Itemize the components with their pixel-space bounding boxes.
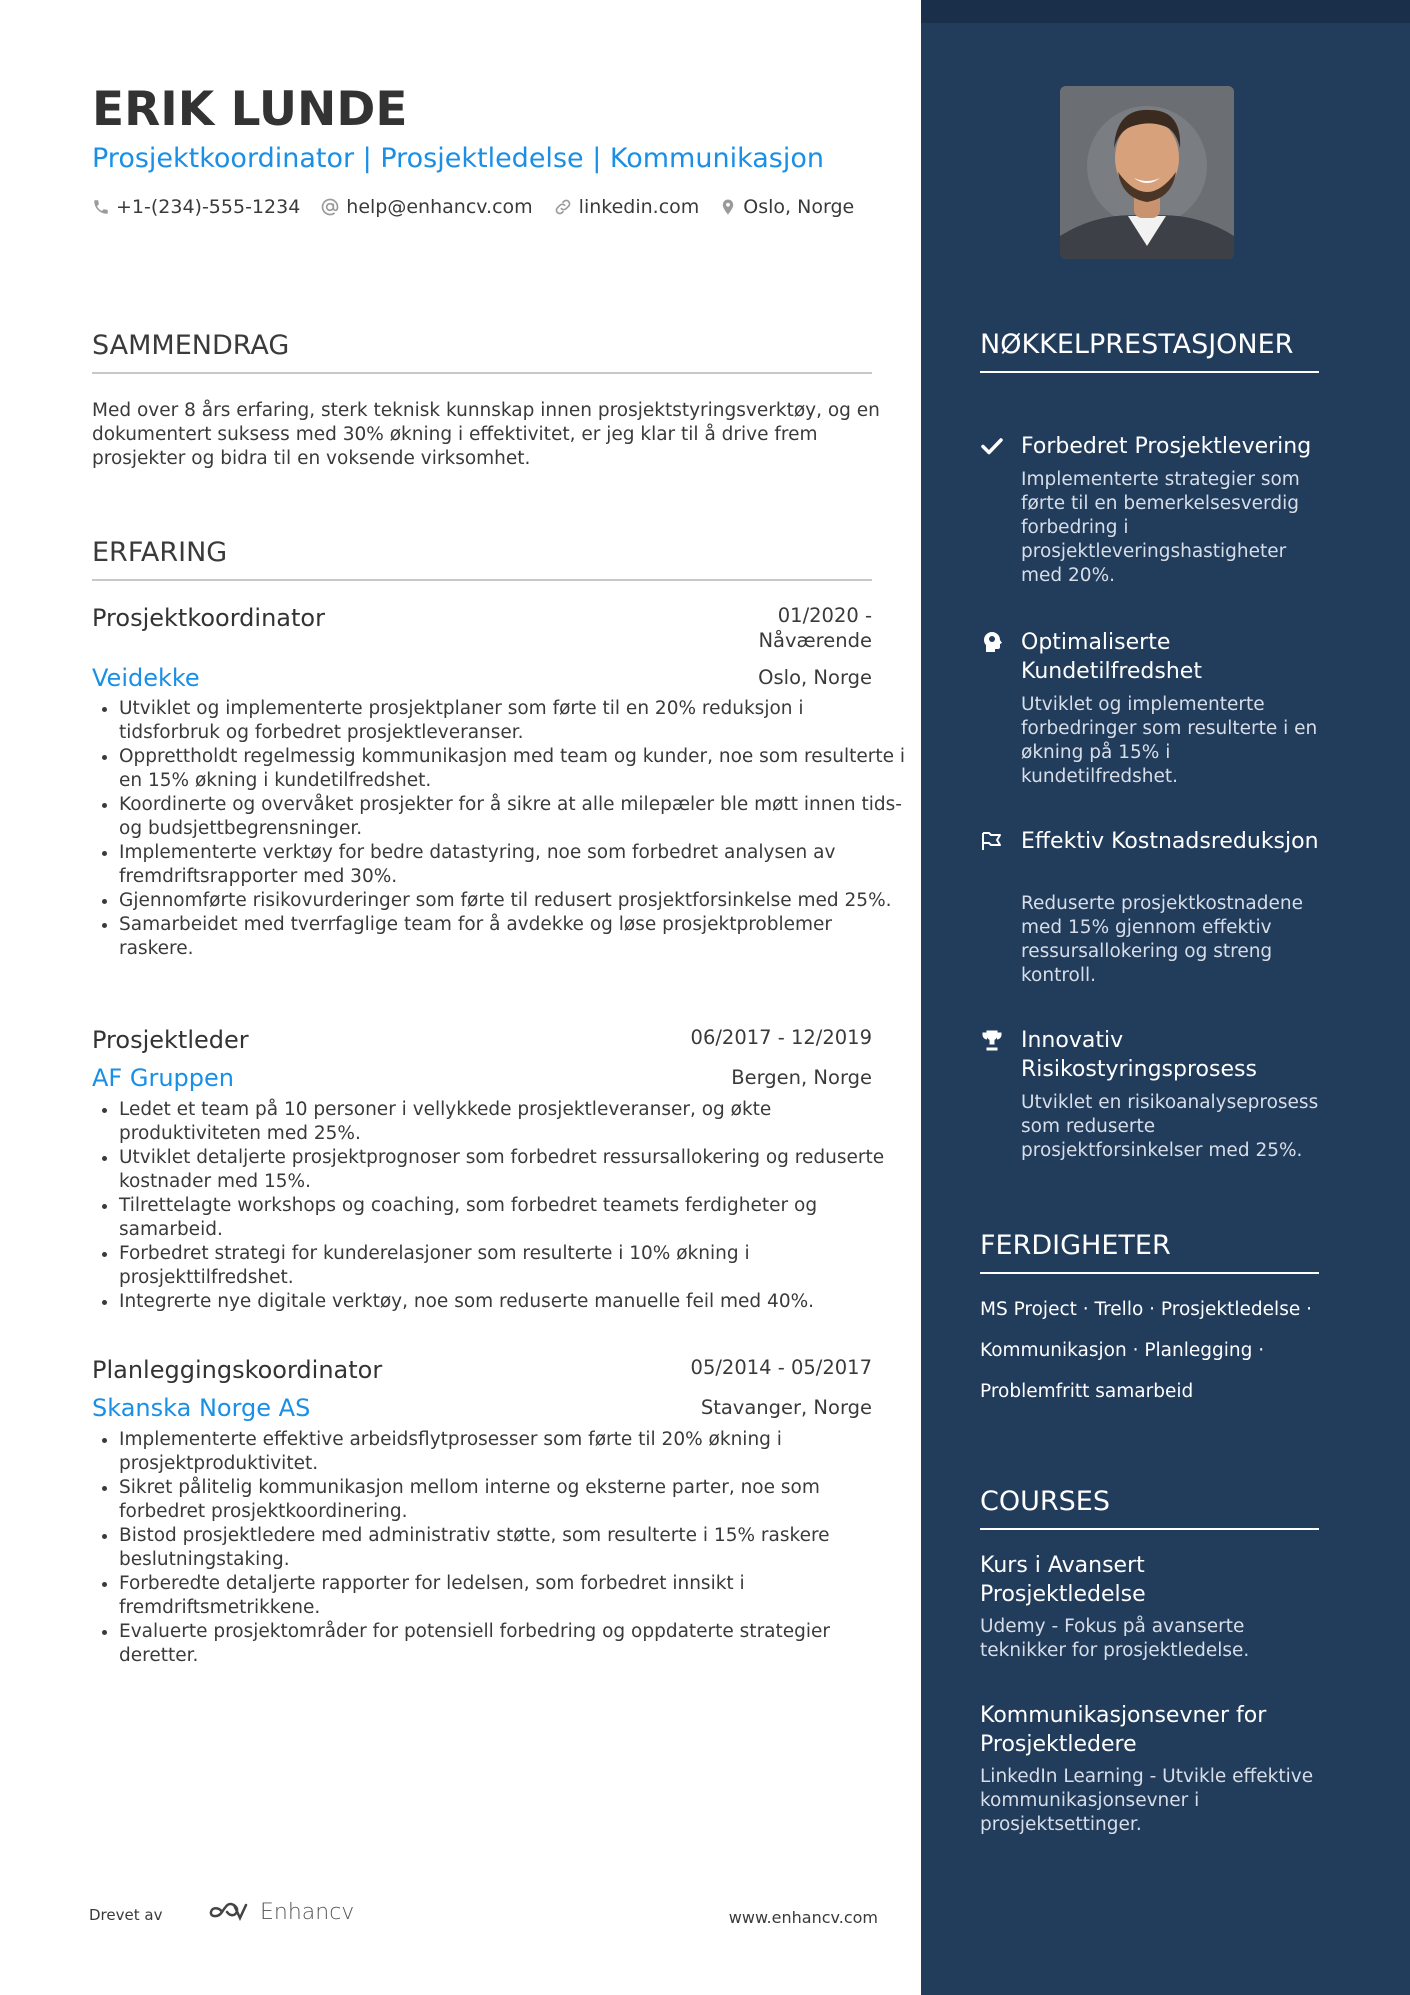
- list-item: • Samarbeidet med tverrfaglige team for å avdekke og løse prosjektproblemer raskere.: [119, 913, 909, 961]
- skills-line: Kommunikasjon · Planlegging ·: [980, 1340, 1265, 1361]
- job-date: 06/2017 - 12/2019: [690, 1026, 872, 1049]
- job-date: 05/2014 - 05/2017: [690, 1356, 872, 1379]
- list-item: • Gjennomførte risikovurderinger som førte til redusert prosjektforsinkelse med 25%.: [119, 889, 909, 913]
- skills-line: Problemfritt samarbeid: [980, 1381, 1194, 1402]
- sidebar: [921, 0, 1410, 1995]
- list-item: • Opprettholdt regelmessig kommunikasjon med team og kunder, noe som resulterte i en 15% økning i kundetilfredshet.: [119, 745, 909, 793]
- contact-bar: [92, 196, 874, 218]
- skills-list: [980, 1289, 1320, 1412]
- list-item: • Tilrettelagte workshops og coaching, som forbedret teamets ferdigheter og samarbeid.: [119, 1194, 909, 1242]
- list-item: • Forberedte detaljerte rapporter for ledelsen, som forbedret innsikt i fremdriftsmetrikkene.: [119, 1572, 909, 1620]
- course-title: Kurs i Avansert Prosjektledelse: [980, 1553, 1146, 1607]
- list-item: • Implementerte effektive arbeidsflytprosesser som førte til 20% økning i prosjektproduktivitet.: [119, 1428, 909, 1476]
- list-item: • Forbedret strategi for kunderelasjoner som resulterte i 10% økning i prosjekttilfredshet.: [119, 1242, 909, 1290]
- job-location: Oslo, Norge: [758, 666, 872, 689]
- achievement-description: Utviklet og implementerte forbedringer som resulterte i en økning på 15% i kundetilfredshet.: [1021, 694, 1318, 787]
- job-bullets: [92, 697, 909, 961]
- job-company: AF Gruppen: [92, 1064, 234, 1092]
- location-icon: [719, 197, 737, 217]
- job-location: Stavanger, Norge: [700, 1396, 872, 1419]
- powered-by-label: Drevet av: [89, 1906, 163, 1924]
- job-title: Planleggingskoordinator: [92, 1356, 383, 1384]
- list-item: • Integrerte nye digitale verktøy, noe som reduserte manuelle feil med 40%.: [119, 1290, 909, 1314]
- contact-linkedin-text: linkedin.com: [578, 196, 700, 218]
- list-item: • Evaluerte prosjektområder for potensiell forbedring og oppdaterte strategier deretter.: [119, 1620, 909, 1668]
- summary-text: Med over 8 års erfaring, sterk teknisk kunnskap innen prosjektstyringsverktøy, og en dokumentert suksess med 30% økning i effektivitet, er jeg klar til å drive frem prosjekter og bidra til en voksende virksomhet.: [92, 400, 880, 469]
- list-item: • Utviklet og implementerte prosjektplaner som førte til en 20% reduksjon i tidsforbruk og forbedret prosjektleveranser.: [119, 697, 909, 745]
- footer-url[interactable]: www.enhancv.com: [728, 1908, 878, 1927]
- list-item: • Koordinerte og overvåket prosjekter for å sikre at alle milepæler ble møtt innen tids- og budsjettbegrensninger.: [119, 793, 909, 841]
- courses-heading: COURSES: [980, 1484, 1319, 1530]
- achievement-title: Effektiv Kostnadsreduksjon: [1021, 829, 1319, 854]
- job-date: 01/2020 - Nåværende: [758, 604, 872, 652]
- skills-heading: FERDIGHETER: [980, 1228, 1319, 1274]
- course-title: Kommunikasjonsevner for Prosjektledere: [980, 1703, 1267, 1757]
- contact-email-text: help@enhancv.com: [346, 196, 533, 218]
- link-icon: [553, 197, 573, 217]
- list-item: • Ledet et team på 10 personer i vellykkede prosjektleveranser, og økte produktiviteten med 25%.: [119, 1098, 909, 1146]
- contact-phone[interactable]: [92, 196, 300, 218]
- contact-location: [719, 196, 854, 218]
- course-description: Udemy - Fokus på avanserte teknikker for prosjektledelse.: [980, 1616, 1250, 1661]
- checkmark-icon: [980, 434, 1004, 458]
- job-company: Veidekke: [92, 664, 200, 692]
- candidate-name: ERIK LUNDE: [92, 82, 408, 137]
- trophy-icon: [980, 1028, 1004, 1052]
- list-item: • Implementerte verktøy for bedre datastyring, noe som forbedret analysen av fremdriftsrapporter med 30%.: [119, 841, 909, 889]
- job-title: Prosjektkoordinator: [92, 604, 325, 632]
- job-company: Skanska Norge AS: [92, 1394, 311, 1422]
- skills-line: MS Project · Trello · Prosjektledelse ·: [980, 1299, 1312, 1320]
- summary-heading: SAMMENDRAG: [92, 328, 872, 374]
- list-item: • Bistod prosjektledere med administrativ støtte, som resulterte i 15% raskere beslutningstaking.: [119, 1524, 909, 1572]
- achievement-description: Utviklet en risikoanalyseprosess som reduserte prosjektforsinkelser med 25%.: [1021, 1092, 1319, 1161]
- achievement-description: Implementerte strategier som førte til en bemerkelsesverdig forbedring i prosjektleveringshastigheter med 20%.: [1021, 469, 1300, 586]
- profile-photo: [1060, 86, 1234, 259]
- achievement-description: Reduserte prosjektkostnadene med 15% gjennom effektiv ressursallokering og streng kontroll.: [1021, 893, 1303, 986]
- candidate-title: Prosjektkoordinator | Prosjektledelse | Kommunikasjon: [92, 143, 824, 174]
- job-bullets: [92, 1428, 909, 1668]
- job-bullets: [92, 1098, 909, 1314]
- profile-photo-image: [1060, 86, 1234, 259]
- flag-icon: [980, 829, 1004, 853]
- sidebar-top-bar: [921, 0, 1410, 23]
- job-title: Prosjektleder: [92, 1026, 249, 1054]
- contact-email[interactable]: [320, 196, 532, 218]
- contact-phone-text: +1-(234)-555-1234: [116, 196, 301, 218]
- enhancv-logo[interactable]: [208, 1899, 354, 1925]
- phone-icon: [92, 198, 110, 216]
- list-item: • Sikret pålitelig kommunikasjon mellom interne og eksterne parter, noe som forbedret prosjektkoordinering.: [119, 1476, 909, 1524]
- enhancv-logo-icon: [208, 1899, 256, 1925]
- head-bulb-icon: [980, 630, 1004, 654]
- course-description: LinkedIn Learning - Utvikle effektive kommunikasjonsevner i prosjektsettinger.: [980, 1766, 1314, 1835]
- at-icon: [320, 197, 340, 217]
- achievement-title: Optimaliserte Kundetilfredshet: [1021, 630, 1202, 684]
- job-location: Bergen, Norge: [731, 1066, 872, 1089]
- achievements-heading: NØKKELPRESTASJONER: [980, 327, 1319, 373]
- contact-linkedin[interactable]: [553, 196, 700, 218]
- achievement-title: Forbedret Prosjektlevering: [1021, 434, 1312, 459]
- contact-location-text: Oslo, Norge: [743, 196, 855, 218]
- list-item: • Utviklet detaljerte prosjektprognoser som forbedret ressursallokering og reduserte kostnader med 15%.: [119, 1146, 909, 1194]
- achievement-title: Innovativ Risikostyringsprosess: [1021, 1028, 1257, 1082]
- experience-heading: ERFARING: [92, 535, 872, 581]
- enhancv-wordmark: Enhancv: [260, 1899, 355, 1925]
